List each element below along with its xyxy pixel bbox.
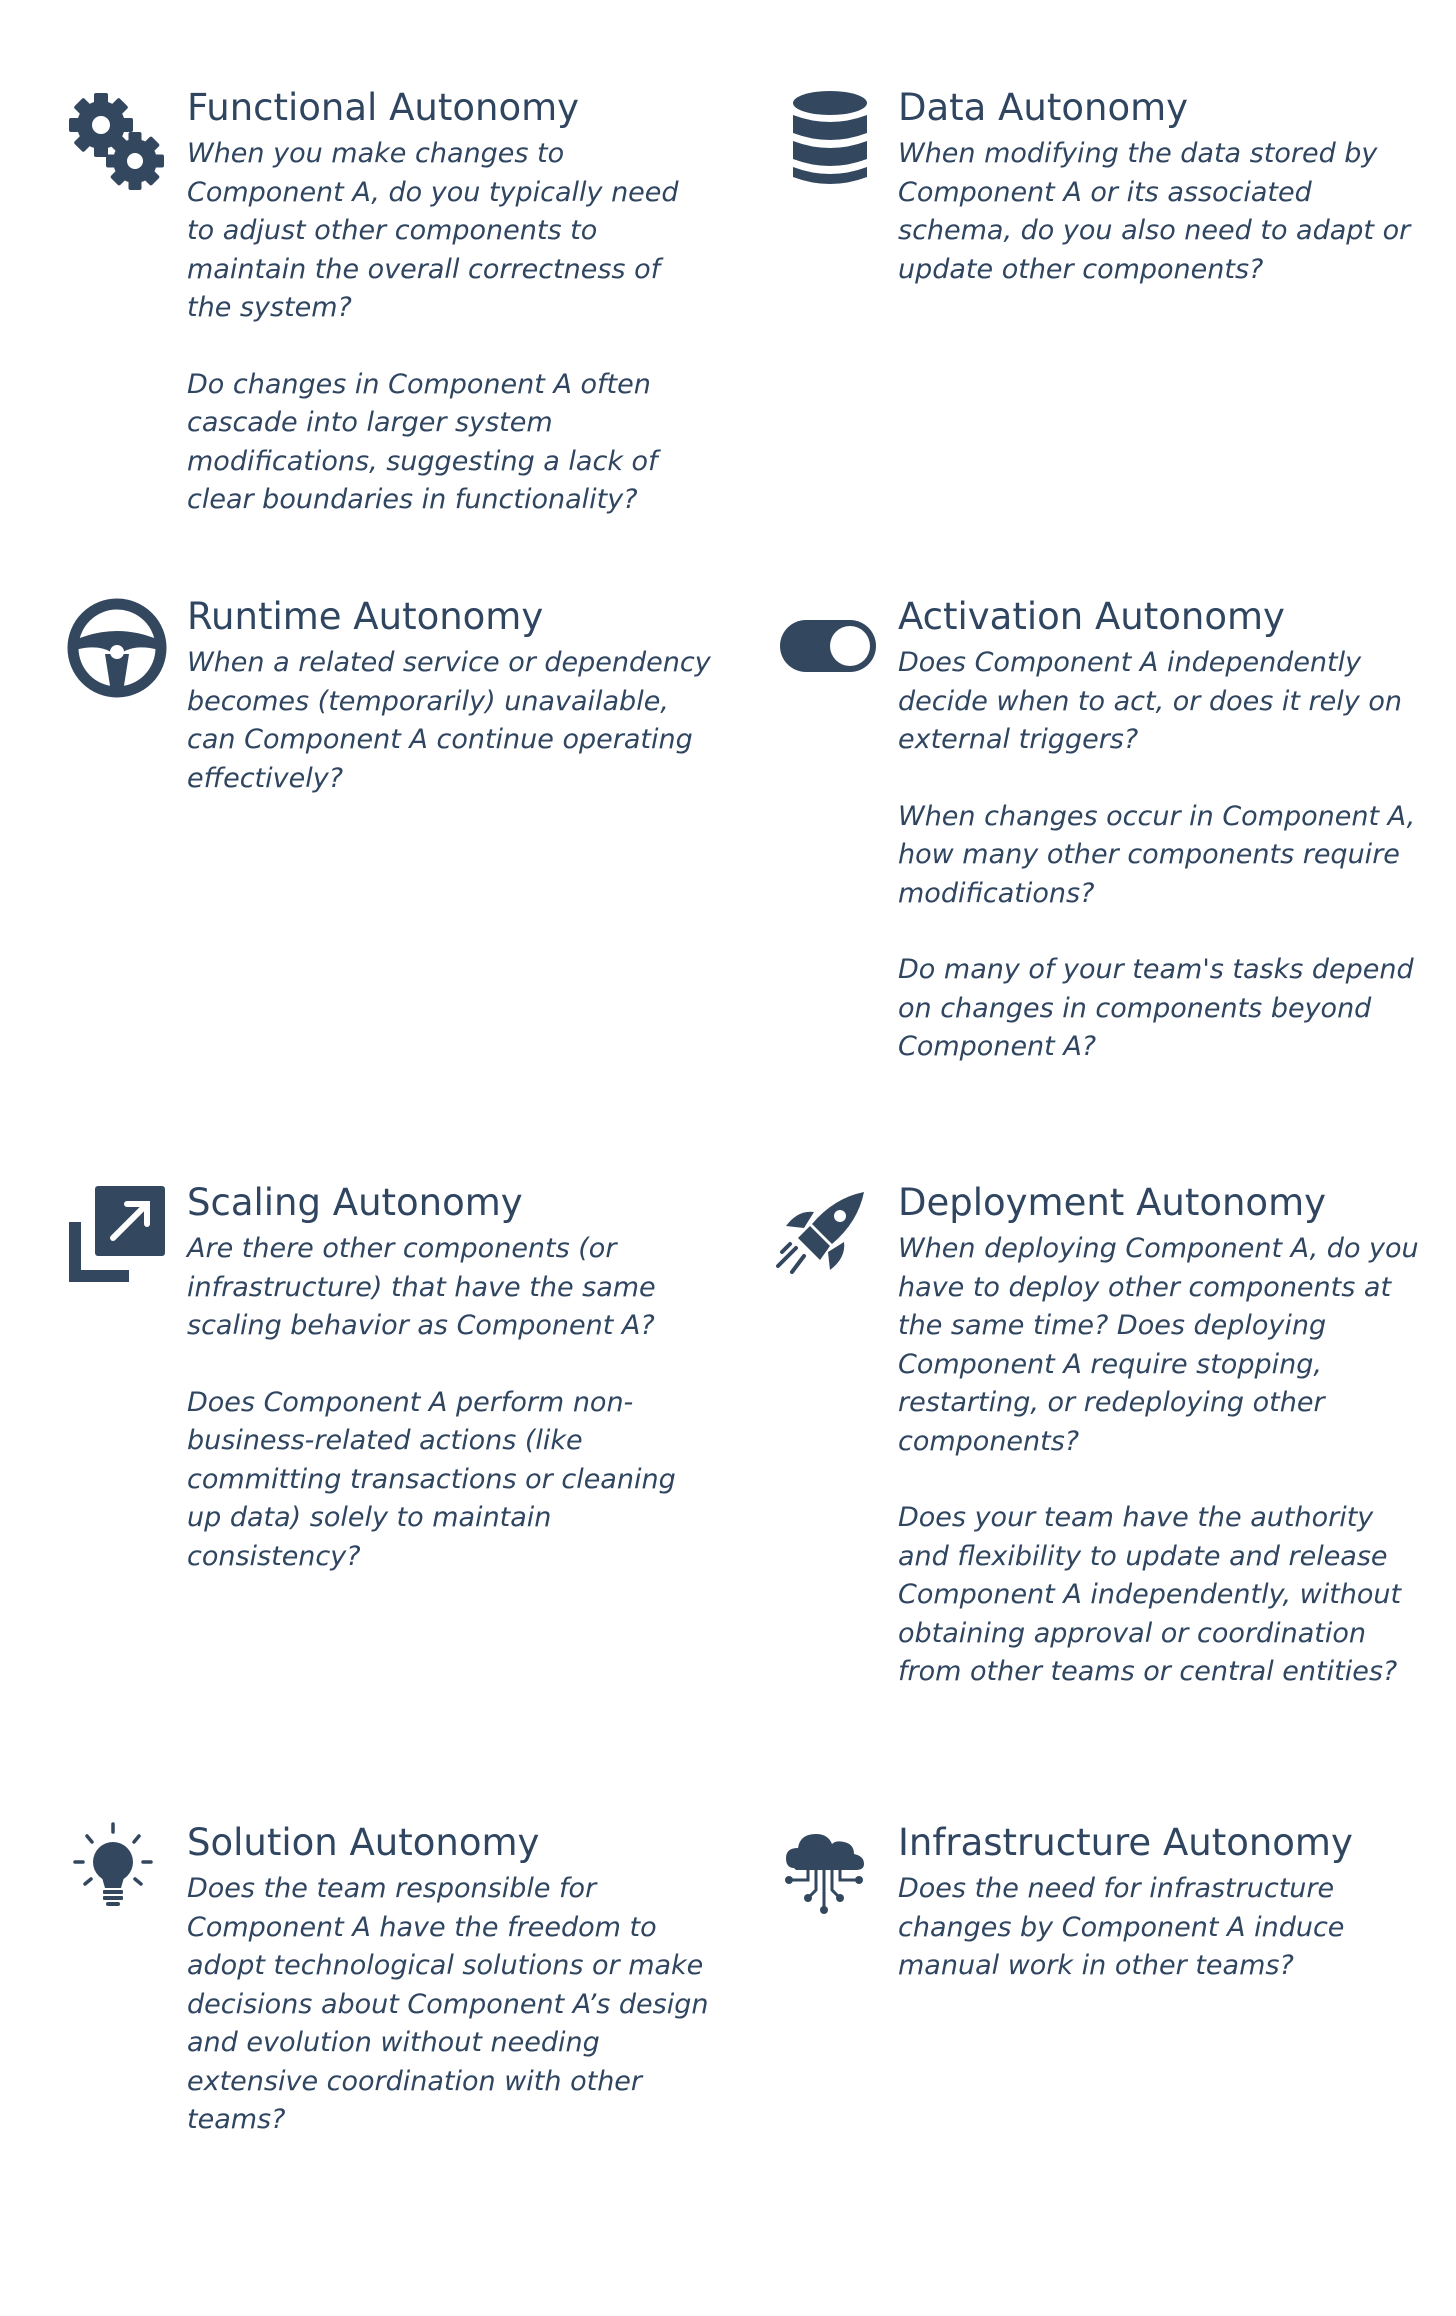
card-question: When a related service or dependency becomes (temporarily) unavailable, can Component A continue operating effectively? — [187, 647, 711, 794]
cloud-circuit-icon — [772, 1818, 876, 1922]
database-icon — [778, 89, 882, 193]
card-question: Does the need for infrastructure changes by Component A induce manual work in other teams? — [898, 1873, 1345, 1981]
toggle-icon — [776, 592, 880, 696]
card-runtime-autonomy — [187, 594, 747, 798]
card-question: Does the team responsible for Component A have the freedom to adopt technological solutions or make decisions about Component A’s design and evolution without needing extensive coordination with other teams? — [187, 1873, 709, 2135]
rocket-icon — [770, 1182, 874, 1286]
card-data-autonomy — [898, 85, 1456, 289]
card-infrastructure-autonomy — [898, 1820, 1456, 1986]
card-question: Does Component A perform non- business-related actions (like committing transactions or cleaning up data) solely to maintain consistency? — [187, 1386, 676, 1572]
card-question: Does Component A independently decide when to act, or does it rely on external triggers? — [898, 647, 1402, 755]
card-question: When modifying the data stored by Component A or its associated schema, do you also need to adapt or update other components? — [898, 138, 1411, 285]
card-scaling-autonomy — [187, 1180, 747, 1576]
card-question: Do changes in Component A often cascade into larger system modifications, suggesting a lack of clear boundaries in functionality? — [187, 368, 658, 515]
card-question: When changes occur in Component A, how many other components require modifications? — [898, 800, 1416, 909]
card-question: When deploying Component A, do you have to deploy other components at the same time? Does deploying Component A require stopping, restarting, or redeploying other components? — [898, 1233, 1419, 1457]
card-title: Infrastructure Autonomy — [898, 1821, 1353, 1864]
card-solution-autonomy — [187, 1820, 747, 2140]
card-functional-autonomy — [187, 85, 747, 520]
card-title: Scaling Autonomy — [187, 1181, 523, 1224]
card-title: Functional Autonomy — [187, 86, 580, 129]
card-question: Are there other components (or infrastructure) that have the same scaling behavior as Component A? — [187, 1233, 656, 1341]
card-title: Solution Autonomy — [187, 1821, 540, 1864]
card-title: Activation Autonomy — [898, 595, 1285, 638]
card-activation-autonomy — [898, 594, 1456, 1067]
card-question: Does your team have the authority and flexibility to update and release Component A independently, without obtaining approval or coordination from other teams or central entities? — [898, 1502, 1402, 1687]
card-title: Runtime Autonomy — [187, 595, 544, 638]
steering-wheel-icon — [65, 596, 169, 700]
card-title: Data Autonomy — [898, 86, 1189, 129]
scale-up-icon — [65, 1182, 169, 1286]
card-question: Do many of your team's tasks depend on changes in components beyond Component A? — [898, 954, 1414, 1062]
card-title: Deployment Autonomy — [898, 1181, 1327, 1224]
card-deployment-autonomy — [898, 1180, 1456, 1692]
lightbulb-icon — [61, 1816, 165, 1920]
gears-icon — [65, 89, 169, 193]
card-question: When you make changes to Component A, do you typically need to adjust other components to maintain the overall correctness of the system? — [187, 138, 679, 323]
